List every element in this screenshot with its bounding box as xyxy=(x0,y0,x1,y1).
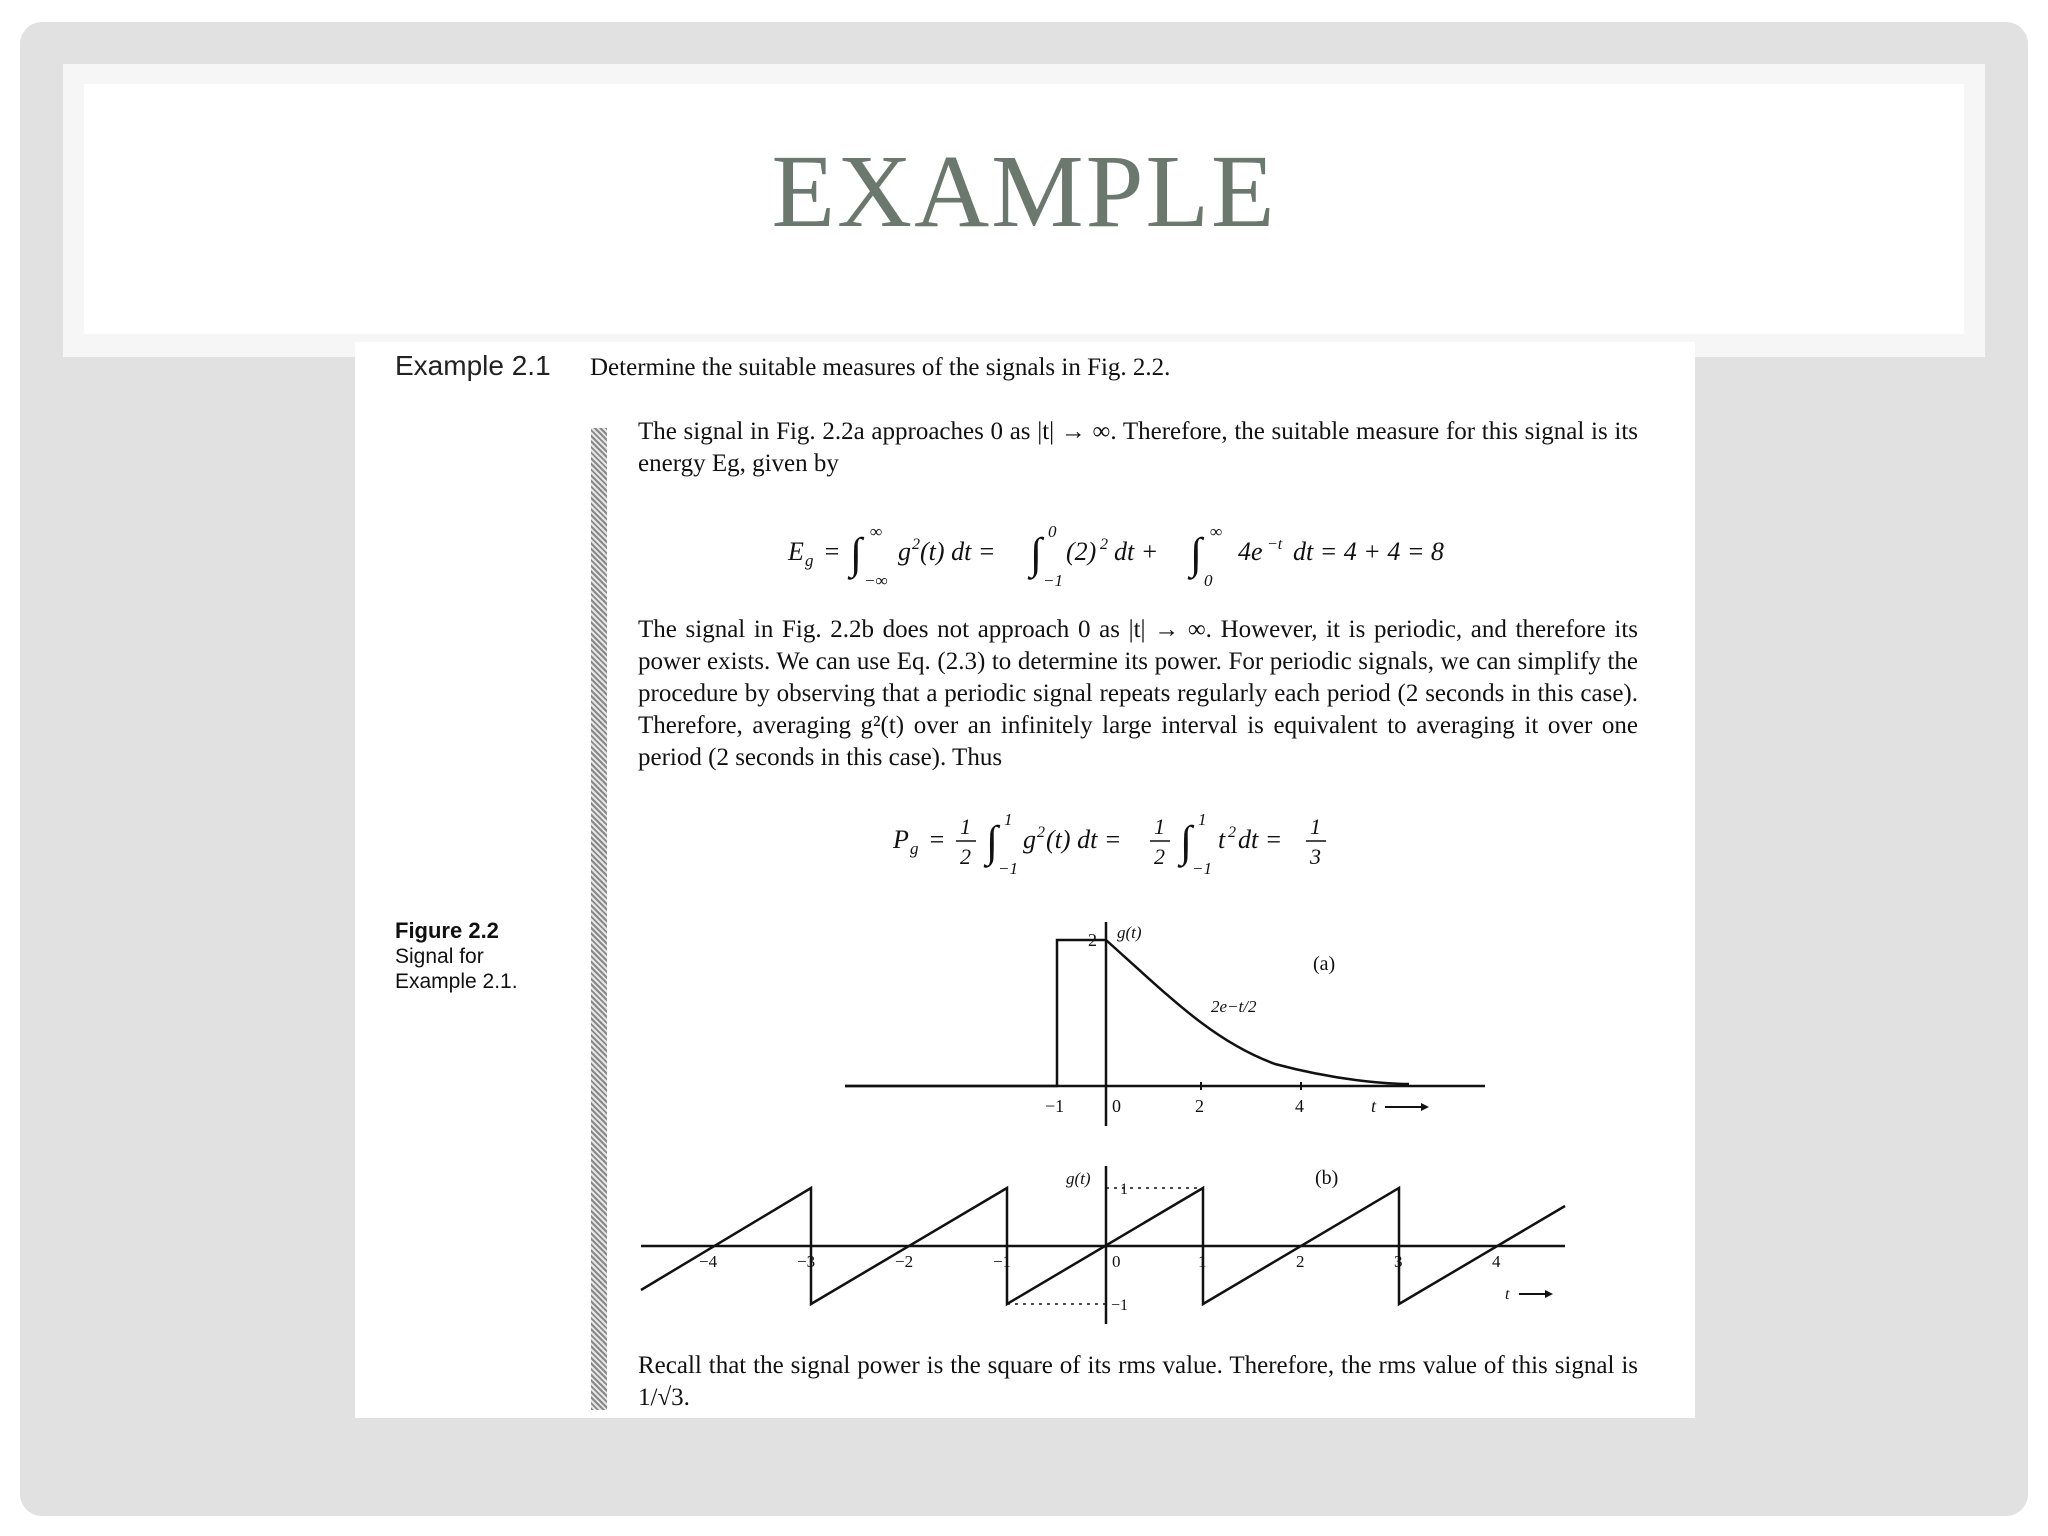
svg-text:(2): (2) xyxy=(1066,537,1097,566)
paragraph-power: The signal in Fig. 2.2b does not approach 0 as |t| → ∞. However, it is periodic, and therefore its power exists. We can use Eq. (2.3) to determine its power. For periodic signals, we can simplify the procedure by observing that a periodic signal repeats regularly each period (2 seconds in this case). Therefore, averaging g²(t) over an infinitely large interval is equivalent to averaging it over one period (2 seconds in this case). Thus xyxy=(638,616,1638,771)
figure-label: Figure 2.2 xyxy=(395,918,499,943)
svg-text:∫: ∫ xyxy=(986,817,999,866)
plot-b-tick-neg4: −4 xyxy=(699,1252,718,1271)
plot-b-tick-0: 0 xyxy=(1112,1252,1121,1271)
plot-b-tag: (b) xyxy=(1315,1167,1339,1189)
svg-text:(t) dt =: (t) dt = xyxy=(1046,825,1122,854)
paragraph-energy: The signal in Fig. 2.2a approaches 0 as |t| → ∞. Therefore, the suitable measure for this signal is its energy Eg, given by xyxy=(638,418,1638,477)
svg-text:∫: ∫ xyxy=(1190,529,1203,578)
svg-text:∫: ∫ xyxy=(850,529,863,578)
svg-text:0: 0 xyxy=(1204,571,1213,590)
svg-text:P: P xyxy=(893,825,909,854)
plot-b-tick-3: 3 xyxy=(1394,1252,1403,1271)
plot-a-ylabel: g(t) xyxy=(1117,923,1142,942)
svg-text:=: = xyxy=(823,537,841,566)
plot-a-tick-2: 2 xyxy=(1195,1096,1204,1116)
svg-text:∫: ∫ xyxy=(1030,529,1043,578)
plot-b-xlabel: t xyxy=(1505,1286,1510,1303)
svg-text:4e: 4e xyxy=(1238,537,1263,566)
plot-a-xlabel: t xyxy=(1371,1096,1377,1116)
plot-b-top-label: 1 xyxy=(1120,1181,1128,1198)
svg-text:2: 2 xyxy=(960,844,971,869)
plot-a-tick-4: 4 xyxy=(1295,1096,1304,1116)
svg-text:g: g xyxy=(898,537,911,566)
svg-text:3: 3 xyxy=(1310,844,1321,869)
svg-text:dt +: dt + xyxy=(1114,537,1159,566)
figure-caption-line1: Signal for xyxy=(395,945,484,968)
plot-b-bottom-label: −1 xyxy=(1111,1297,1129,1314)
svg-text:−t: −t xyxy=(1267,536,1283,553)
plot-b-tick-neg1: −1 xyxy=(993,1252,1012,1271)
svg-text:=: = xyxy=(928,825,946,854)
svg-text:1: 1 xyxy=(960,814,971,839)
textbook-page xyxy=(355,342,1695,1418)
plot-a-tick-neg1: −1 xyxy=(1045,1096,1065,1116)
svg-text:2: 2 xyxy=(1228,824,1236,841)
svg-text:−1: −1 xyxy=(998,859,1018,878)
plot-b xyxy=(355,342,1695,1418)
svg-text:2: 2 xyxy=(1100,536,1108,553)
svg-text:∞: ∞ xyxy=(870,522,883,541)
plot-a-tick-0: 0 xyxy=(1112,1096,1121,1116)
svg-text:−1: −1 xyxy=(1043,571,1063,590)
svg-text:(t) dt =: (t) dt = xyxy=(920,537,996,566)
svg-text:2: 2 xyxy=(912,536,920,553)
svg-text:1: 1 xyxy=(1310,814,1321,839)
paragraph-rms: Recall that the signal power is the square of its rms value. Therefore, the rms value of this signal is 1/√3. xyxy=(638,1352,1638,1411)
plot-a-peak-label: 2 xyxy=(1088,930,1097,950)
svg-text:1: 1 xyxy=(1004,810,1013,829)
svg-text:E: E xyxy=(788,537,804,566)
svg-text:−∞: −∞ xyxy=(864,571,888,590)
svg-text:2: 2 xyxy=(1154,844,1165,869)
svg-text:g: g xyxy=(805,551,814,570)
svg-text:1: 1 xyxy=(1198,810,1207,829)
svg-text:g: g xyxy=(1023,825,1036,854)
example-label: Example 2.1 xyxy=(395,350,551,381)
svg-text:∫: ∫ xyxy=(1180,817,1193,866)
svg-text:1: 1 xyxy=(1154,814,1165,839)
plot-b-tick-4: 4 xyxy=(1492,1252,1501,1271)
svg-text:0: 0 xyxy=(1048,522,1057,541)
plot-b-tick-1: 1 xyxy=(1198,1252,1207,1271)
slide-title: EXAMPLE xyxy=(771,134,1277,249)
plot-b-tick-neg2: −2 xyxy=(895,1252,914,1271)
svg-text:t: t xyxy=(1218,825,1226,854)
plot-a-curve-label: 2e−t/2 xyxy=(1211,997,1257,1016)
plot-a-tag: (a) xyxy=(1313,953,1336,975)
plot-b-tick-2: 2 xyxy=(1296,1252,1305,1271)
svg-text:dt =: dt = xyxy=(1238,825,1283,854)
figure-caption-line2: Example 2.1. xyxy=(395,970,518,993)
svg-text:g: g xyxy=(910,839,919,858)
svg-text:−1: −1 xyxy=(1192,859,1212,878)
plot-b-ylabel: g(t) xyxy=(1066,1169,1091,1188)
svg-text:dt = 4 + 4 = 8: dt = 4 + 4 = 8 xyxy=(1293,537,1444,566)
svg-text:2: 2 xyxy=(1037,824,1045,841)
plot-b-xlabel-arrowhead xyxy=(1545,1290,1553,1298)
example-heading: Determine the suitable measures of the signals in Fig. 2.2. xyxy=(590,354,1171,381)
svg-text:∞: ∞ xyxy=(1210,522,1223,541)
plot-b-tick-neg3: −3 xyxy=(797,1252,816,1271)
